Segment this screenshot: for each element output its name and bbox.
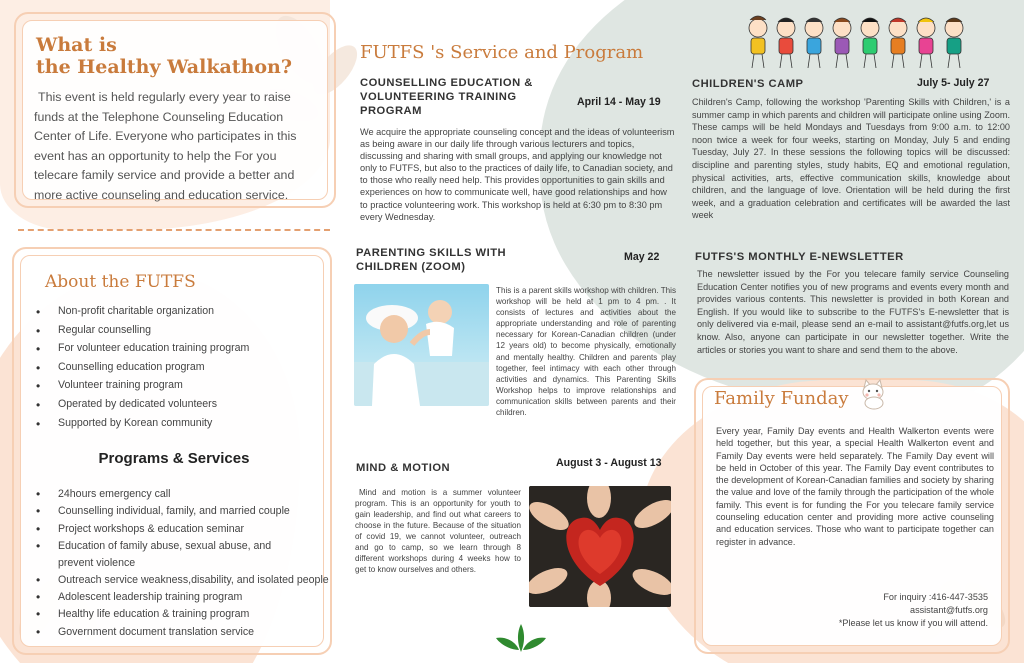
attend-note: *Please let us know if you will attend. (838, 618, 988, 628)
inquiry-email[interactable]: assistant@futfs.org (910, 605, 988, 615)
parenting-date: May 22 (624, 251, 660, 263)
list-item: • Counselling individual, family, and married couple (36, 503, 336, 520)
dashed-divider (18, 229, 330, 231)
list-item: • Adolescent leadership training program (36, 589, 336, 606)
funday-title: Family Funday (714, 388, 849, 409)
counselling-date: April 14 - May 19 (577, 96, 661, 108)
list-item: • Operated by dedicated volunteers (36, 398, 249, 417)
walkathon-body: This event is held regularly every year to raise funds at the Telephone Counseling Education Center of Life. Everyone who participates in this event has an opportunity to help the For you telecare family service and provide a better and more active counseling and education service. (34, 90, 297, 202)
list-item: • Project workshops & education seminar (36, 521, 336, 538)
mind-date: August 3 - August 13 (556, 457, 662, 469)
list-item: • Counselling education program (36, 361, 249, 380)
camp-body: Children's Camp, following the workshop 'Parenting Skills with Children,' is a summer camp in which parents and children will participate online using Zoom. These camps will be held Mondays and Tuesdays from 9:00 a.m. to 12:00 noon twice a week for four weeks, starting on Monday, July 5 and ending Tuesday, July 27. In these sessions the following topics will be discussed: discipline and parenting styles, study habits, EQ and emotional regulation, physical activities, arts, effective communication skills, knowledge about children, and the language of love. Orientation will be held during the first week, and a graduation celebration and certificates will be awarded the last week (692, 97, 1010, 221)
counselling-title: COUNSELLING EDUCATION & VOLUNTEERING TRAINING PROGRAM (360, 77, 533, 117)
parenting-body: This is a parent skills workshop with children. This workshop will be held at 1 pm to 4 pm. . It consists of lectures and activities about the appropriate understanding and role of parenting necessary for Korean-Canadian children (under 12 years old) to become physically, emotionally and mentally healthy. Children and parents play together, feel intimacy with each other through activities and dynamics. This Parenting Skills Workshop helps to improve relationships and communication skills between parents and their children. (496, 286, 676, 418)
list-item: • Volunteer training program (36, 379, 249, 398)
inquiry-phone: For inquiry :416-447-3535 (883, 592, 988, 602)
list-item: • Education of family abuse, sexual abuse, and prevent violence (36, 538, 286, 571)
service-title: FUTFS 's Service and Program (360, 42, 644, 63)
list-item: • Non-profit charitable organization (36, 305, 249, 324)
newsletter-body: The newsletter issued by the For you telecare family service Counseling Education Center notifies you of new programs and events every month and provides various contents. This newsletter is provided in both Korean and English. If you would like to subscribe to the FUTFS's E-newsletter that is only delivered via e-mail, please send an e-mail to assistant@futfs.org,let us know. Also, anyone can participate in our newsletter together. Write the articles or stories you want to share and send them to the above. (697, 269, 1009, 355)
children-illustration-icon (738, 12, 978, 72)
mother-child-photo (354, 284, 489, 406)
camp-date: July 5- July 27 (917, 77, 990, 89)
mind-body: Mind and motion is a summer volunteer program. This is an opportunity for youth to gain leadership, and find out what careers to choose in the future. Because of the situation of covid 19, we cannot volunteer, outreach and go to camp, so we learn through 8 different workshops during 4 weeks how to get to know ourselves and others. (355, 488, 521, 574)
newsletter-title: FUTFS'S MONTHLY E-NEWSLETTER (695, 251, 904, 263)
cat-icon (856, 376, 890, 410)
camp-title: CHILDREN'S CAMP (692, 78, 804, 90)
funday-body: Every year, Family Day events and Health Walkerton events were held together, but this year, a special Health Walkerton event and Family Day events were held separately. The Family Day event will be held in October of this year. The Family Day event contributes to the development of Korean-Canadian families and society by sharing the value and love of the family through the participation of the whole family. This event is for funding the For you telecare family service counseling education center and providing more active counseling and education services. Those who want to participate together can register in advance. (716, 426, 994, 547)
list-item: • 24hours emergency call (36, 486, 336, 503)
list-item: • Regular counselling (36, 324, 249, 343)
walkathon-title-line1: What is (36, 34, 117, 56)
list-item: • Government document translation service (36, 624, 336, 641)
mind-title: MIND & MOTION (356, 462, 451, 474)
walkathon-title (36, 34, 292, 78)
about-list (36, 305, 249, 435)
counselling-body: We acquire the appropriate counseling concept and the ideas of volunteerism as being aware in our daily life through various lecturers and topics, discussing and sharing with small groups, and applying our knowledge not only to FUTFS, but also to the practices of daily life, to Canadian society, and to those who really need help. This provides opportunities to gain skills and experiences on how to communicate well, have good relationships and how to practice volunteering work. This workshop is held at 6:30 pm to 8:30 pm every Wednesday. (360, 127, 675, 222)
funday-contact (716, 591, 988, 630)
programs-title: Programs & Services (98, 450, 250, 467)
sprout-logo-icon (494, 622, 548, 654)
walkathon-title-line2: the Healthy Walkathon? (36, 56, 293, 78)
about-title: About the FUTFS (45, 272, 196, 292)
hands-heart-photo (529, 486, 671, 607)
list-item: • For volunteer education training program (36, 342, 249, 361)
parenting-title: PARENTING SKILLS WITH CHILDREN (ZOOM) (356, 247, 507, 273)
programs-list (36, 486, 336, 641)
list-item: • Outreach service weakness,disability, and isolated people (36, 572, 336, 589)
list-item: • Supported by Korean community (36, 417, 249, 436)
list-item: • Healthy life education & training program (36, 606, 336, 623)
